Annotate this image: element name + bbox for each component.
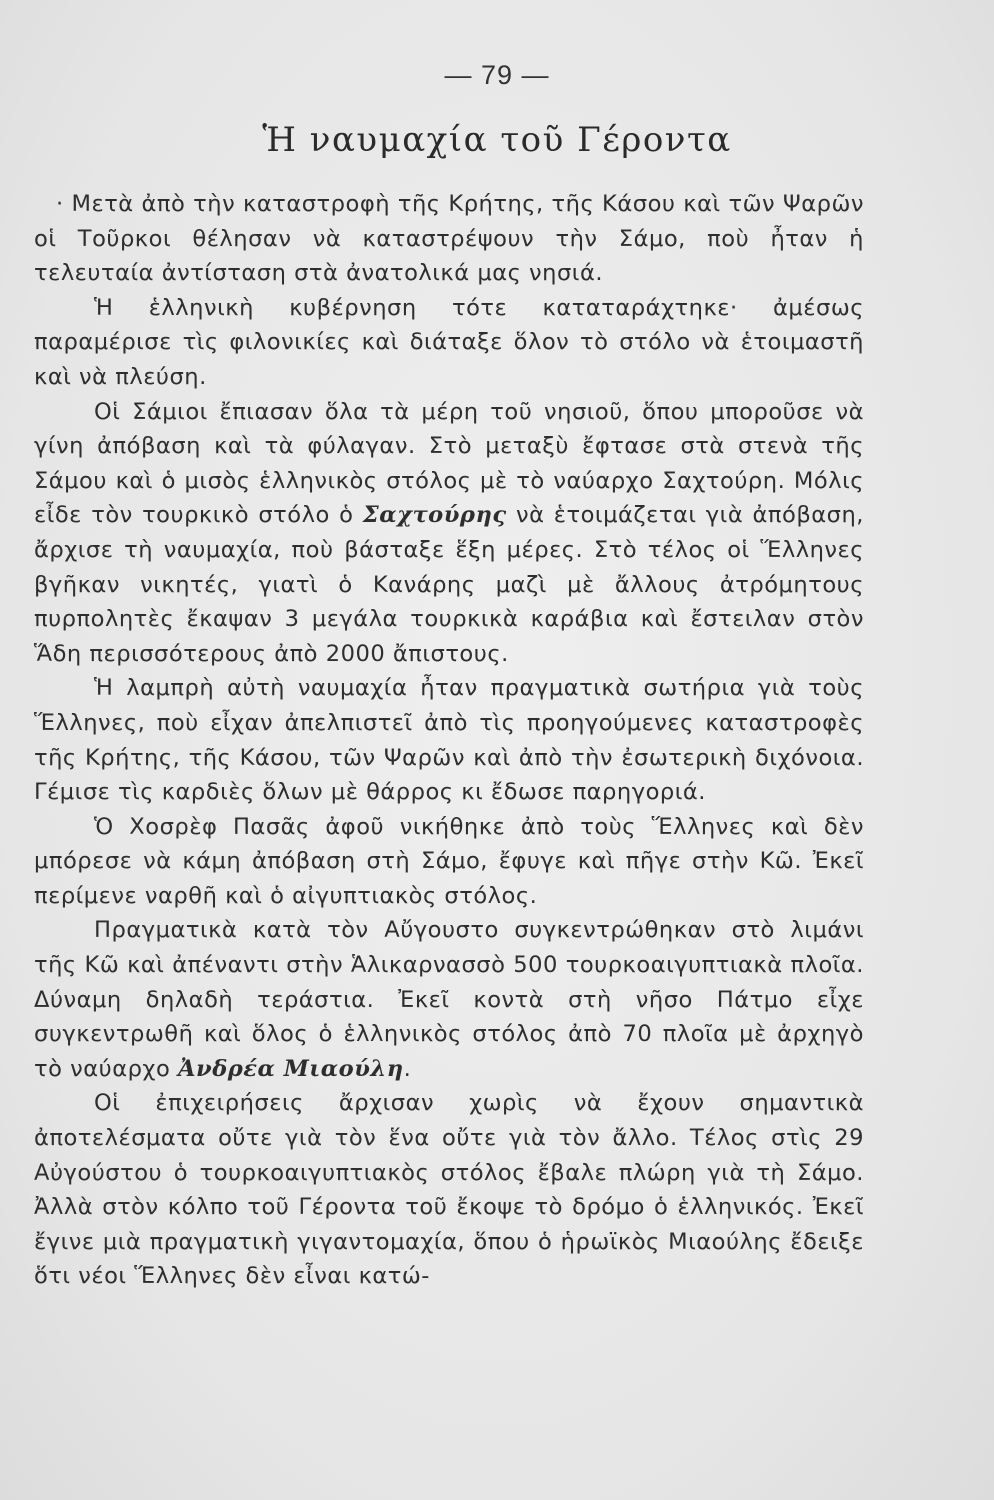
paragraph-3-text-before: Οἱ Σάμιοι ἔπιασαν ὅλα τὰ μέρη τοῦ νησιοῦ, ὅπου μποροῦσε νὰ γίνη ἀπόβαση καὶ τὰ φύλαγαν. Στὸ μεταξὺ ἔφτασε στὰ στενὰ τῆς Σάμου καὶ ὁ μισὸς ἑλληνικὸς στόλος μὲ τὸ ναύαρχο Σαχτούρη. Μόλις εἶδε τὸν τουρκικὸ στόλο ὁ	[34, 398, 864, 529]
emphasized-name-miaoulis: Ἀνδρέα Μιαούλη	[178, 1055, 404, 1082]
paragraph-2: Ἡ ἑλληνικὴ κυβέρνηση τότε καταταράχτηκε· ἀμέσως παραμέρισε τὶς φιλονικίες καὶ διάταξε ὅλον τὸ στόλο νὰ ἑτοιμαστῆ καὶ νὰ πλεύση.	[34, 294, 864, 390]
paragraph-1: · Μετὰ ἀπὸ τὴν καταστροφὴ τῆς Κρήτης, τῆς Κάσου καὶ τῶν Ψαρῶν οἱ Τοῦρκοι θέλησαν νὰ καταστρέψουν τὴν Σάμο, ποὺ ἦταν ἡ τελευταία ἀντίσταση στὰ ἀνατολικά μας νησιά.	[34, 191, 864, 287]
paragraph-3-text-after: νὰ ἑτοιμάζεται γιὰ ἀπόβαση, ἄρχισε τὴ ναυμαχία, ποὺ βάσταξε ἕξη μέρες. Στὸ τέλος οἱ Ἕλληνες βγῆκαν νικητές, γιατὶ ὁ Κανάρης μαζὶ μὲ ἄλλους ἀτρόμητους πυρπολητὲς ἔκαψαν 3 μεγάλα τουρκικὰ καράβια καὶ ἔστειλαν στὸν Ἅδη περισσότερους ἀπὸ 2000 ἄπιστους.	[34, 502, 864, 667]
chapter-title: Ἡ ναυμαχία τοῦ Γέροντα	[262, 120, 732, 160]
body-text	[34, 187, 864, 1294]
paragraph-4: Ἡ λαμπρὴ αὐτὴ ναυμαχία ἦταν πραγματικὰ σωτήρια γιὰ τοὺς Ἕλληνες, ποὺ εἶχαν ἀπελπιστεῖ ἀπὸ τὶς προηγούμενες καταστροφὲς τῆς Κρήτης, τῆς Κάσου, τῶν Ψαρῶν καὶ ἀπὸ τὴν ἐσωτερικὴ διχόνοια. Γέμισε τὶς καρδιὲς ὅλων μὲ θάρρος κι ἔδωσε παρηγοριά.	[34, 675, 864, 806]
paragraph-6-text-after: .	[403, 1055, 412, 1082]
paragraph-7: Οἱ ἐπιχειρήσεις ἄρχισαν χωρὶς νὰ ἔχουν σημαντικὰ ἀποτελέσματα οὔτε γιὰ τὸν ἕνα οὔτε γιὰ τὸν ἄλλο. Τέλος στὶς 29 Αὐγούστου ὁ τουρκοαιγυπτιακὸς στόλος ἔβαλε πλώρη γιὰ τὴ Σάμο. Ἀλλὰ στὸν κόλπο τοῦ Γέροντα τοῦ ἔκοψε τὸ δρόμο ὁ ἑλληνικός. Ἐκεῖ ἔγινε μιὰ πραγματικὴ γιγαντομαχία, ὅπου ὁ ἡρωϊκὸς Μιαούλης ἔδειξε ὅτι νέοι Ἕλληνες δὲν εἶναι κατώ-	[34, 1090, 864, 1290]
paragraph-3	[34, 395, 864, 672]
paragraph-6-text-before: Πραγματικὰ κατὰ τὸν Αὔγουστο συγκεντρώθηκαν στὸ λιμάνι τῆς Κῶ καὶ ἀπέναντι στὴν Ἁλικαρνασσὸ 500 τουρκοαιγυπτιακὰ πλοῖα. Δύναμη δηλαδὴ τεράστια. Ἐκεῖ κοντὰ στὴ νῆσο Πάτμο εἶχε συγκεντρωθῆ καὶ ὅλος ὁ ἑλληνικὸς στόλος ἀπὸ 70 πλοῖα μὲ ἀρχηγὸ τὸ ναύαρχο	[34, 917, 864, 1082]
paragraph-5: Ὁ Χοσρὲφ Πασᾶς ἀφοῦ νικήθηκε ἀπὸ τοὺς Ἕλληνες καὶ δὲν μπόρεσε νὰ κάμη ἀπόβαση στὴ Σάμο, ἔφυγε καὶ πῆγε στὴν Κῶ. Ἐκεῖ περίμενε ναρθῆ καὶ ὁ αἰγυπτιακὸς στόλος.	[34, 813, 864, 909]
emphasized-name-sachtouris: Σαχτούρης	[362, 502, 507, 529]
paragraph-6	[34, 913, 864, 1086]
page-number: — 79 —	[444, 60, 550, 90]
